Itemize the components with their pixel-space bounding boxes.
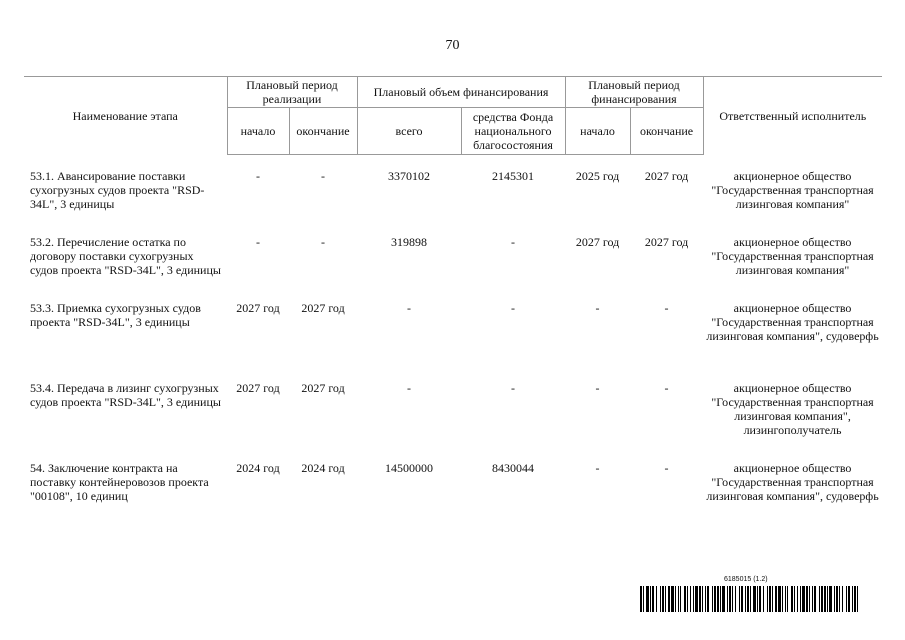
barcode-bar [640, 586, 642, 612]
period-end: - [321, 169, 325, 183]
period-end: 2027 год [301, 301, 345, 315]
barcode-bar [671, 586, 674, 612]
barcode-bar [848, 586, 850, 612]
responsible: акционерное общество "Государственная транспортная лизинговая компания", судоверфь [706, 301, 879, 343]
barcode-bar [652, 586, 654, 612]
barcode-bar [809, 586, 810, 612]
fin-end: - [664, 381, 669, 395]
barcode-bar [763, 586, 764, 612]
barcode-bar [794, 586, 795, 612]
volume-fund: - [511, 235, 516, 249]
fin-start: - [595, 381, 600, 395]
volume-fund: 2145301 [492, 169, 535, 183]
barcode-bar [722, 586, 725, 612]
barcode-bar [757, 586, 758, 612]
barcode-bar [660, 586, 661, 612]
barcode-bar [802, 586, 805, 612]
volume-total: 14500000 [385, 461, 434, 475]
col-header-name: Наименование этапа [24, 77, 227, 155]
barcode-bar [806, 586, 808, 612]
barcode-bar [819, 586, 820, 612]
barcode-bar [769, 586, 771, 612]
sub-header-fin-start: начало [565, 108, 630, 155]
barcode-bar [729, 586, 731, 612]
barcode-bar [668, 586, 670, 612]
fin-start: 2027 год [575, 235, 620, 249]
fin-start: 2025 год [575, 169, 620, 183]
stage-name: 53.1. Авансирование поставки сухогрузных судов проекта "RSD-34L", 3 единицы [30, 169, 205, 211]
barcode-bar [857, 586, 858, 612]
barcode-bar [678, 586, 679, 612]
barcode-bar [702, 586, 703, 612]
period-start: 2024 год [236, 461, 280, 475]
barcode-id: 6185015 (1.2) [724, 576, 768, 583]
barcode-bar [680, 586, 681, 612]
barcode-icon [640, 586, 858, 612]
period-end: 2027 год [301, 381, 345, 395]
volume-total: 319898 [391, 235, 428, 249]
barcode-bar [643, 586, 644, 612]
barcode-bar [707, 586, 709, 612]
barcode-bar [675, 586, 676, 612]
barcode-bar [695, 586, 698, 612]
sub-header-start: начало [227, 108, 289, 155]
barcode-bar [834, 586, 835, 612]
period-start: - [256, 169, 260, 183]
sub-header-fin-end: окончание [630, 108, 703, 155]
volume-fund: - [511, 301, 516, 315]
barcode-bar [759, 586, 761, 612]
barcode-bar [662, 586, 664, 612]
volume-fund: 8430044 [492, 461, 535, 475]
group-header-period: Плановый период реализации [227, 77, 357, 108]
fin-end: 2027 год [644, 235, 689, 249]
barcode-bar [797, 586, 798, 612]
barcode-bar [782, 586, 783, 612]
table-row [24, 461, 882, 541]
barcode-bar [852, 586, 853, 612]
responsible: акционерное общество "Государственная транспортная лизинговая компания" [711, 169, 874, 211]
barcode-bar [775, 586, 777, 612]
fin-end: 2027 год [644, 169, 689, 183]
period-start: 2027 год [236, 301, 280, 315]
barcode-bar [650, 586, 651, 612]
barcode-bar [812, 586, 813, 612]
barcode-bar [705, 586, 706, 612]
period-start: - [256, 235, 260, 249]
fin-start: - [595, 461, 600, 475]
volume-total: - [407, 381, 412, 395]
group-header-fin-period: Плановый период финансирования [565, 77, 703, 108]
responsible: акционерное общество "Государственная транспортная лизинговая компания", лизингополучатель [711, 381, 874, 437]
barcode-bar [684, 586, 686, 612]
barcode-bar [732, 586, 733, 612]
barcode-bar [656, 586, 657, 612]
barcode-bar [741, 586, 743, 612]
period-end: - [321, 235, 325, 249]
table-row [24, 235, 882, 301]
period-end: 2024 год [301, 461, 345, 475]
stage-name: 53.2. Перечисление остатка по договору поставки сухогрузных судов проекта "RSD-34L", 3 единицы [30, 235, 221, 277]
barcode-bar [787, 586, 788, 612]
barcode-bar [791, 586, 793, 612]
barcode-bar [750, 586, 751, 612]
table-row [24, 301, 882, 381]
barcode-bar [778, 586, 781, 612]
period-start: 2027 год [236, 381, 280, 395]
barcode-bar [699, 586, 701, 612]
barcode-bar [717, 586, 719, 612]
barcode-bar [842, 586, 843, 612]
group-header-volume: Плановый объем финансирования [357, 77, 565, 108]
fin-end: - [664, 461, 669, 475]
sub-header-fund: средства Фонда национального благосостояния [461, 108, 565, 155]
table-row [24, 381, 882, 461]
volume-total: - [407, 301, 412, 315]
barcode-bar [785, 586, 786, 612]
barcode-bar [745, 586, 746, 612]
barcode-bar [767, 586, 768, 612]
stage-name: 53.3. Приемка сухогрузных судов проекта "RSD-34L", 3 единицы [30, 301, 201, 329]
barcode-bar [839, 586, 840, 612]
barcode-bar [854, 586, 856, 612]
barcode-bar [824, 586, 826, 612]
barcode-bar [846, 586, 847, 612]
barcode-bar [690, 586, 691, 612]
barcode-bar [714, 586, 716, 612]
barcode-bar [827, 586, 828, 612]
barcode-bar [735, 586, 736, 612]
barcode-bar [814, 586, 816, 612]
financing-plan-table [24, 76, 882, 541]
volume-fund: - [511, 381, 516, 395]
fin-end: - [664, 301, 669, 315]
barcode-bar [712, 586, 713, 612]
barcode-bar [693, 586, 694, 612]
fin-start: - [595, 301, 600, 315]
stage-name: 54. Заключение контракта на поставку контейнеровозов проекта "00108", 10 единиц [30, 461, 209, 503]
sub-header-end: окончание [289, 108, 357, 155]
barcode-bar [720, 586, 721, 612]
sub-header-total: всего [357, 108, 461, 155]
barcode-bar [772, 586, 773, 612]
barcode-bar [800, 586, 801, 612]
page-number: 70 [445, 38, 460, 53]
barcode-bar [836, 586, 838, 612]
barcode-bar [665, 586, 666, 612]
barcode-bar [829, 586, 832, 612]
responsible: акционерное общество "Государственная транспортная лизинговая компания", судоверфь [706, 461, 879, 503]
barcode-bar [687, 586, 688, 612]
responsible: акционерное общество "Государственная транспортная лизинговая компания" [711, 235, 874, 277]
col-header-responsible: Ответственный исполнитель [703, 77, 882, 155]
stage-name: 53.4. Передача в лизинг сухогрузных судов проекта "RSD-34L", 3 единицы [30, 381, 221, 409]
barcode-bar [646, 586, 649, 612]
barcode-bar [739, 586, 740, 612]
barcode-bar [753, 586, 756, 612]
volume-total: 3370102 [388, 169, 431, 183]
barcode-bar [821, 586, 823, 612]
barcode-bar [727, 586, 728, 612]
table-row [24, 169, 882, 235]
barcode-bar [747, 586, 749, 612]
